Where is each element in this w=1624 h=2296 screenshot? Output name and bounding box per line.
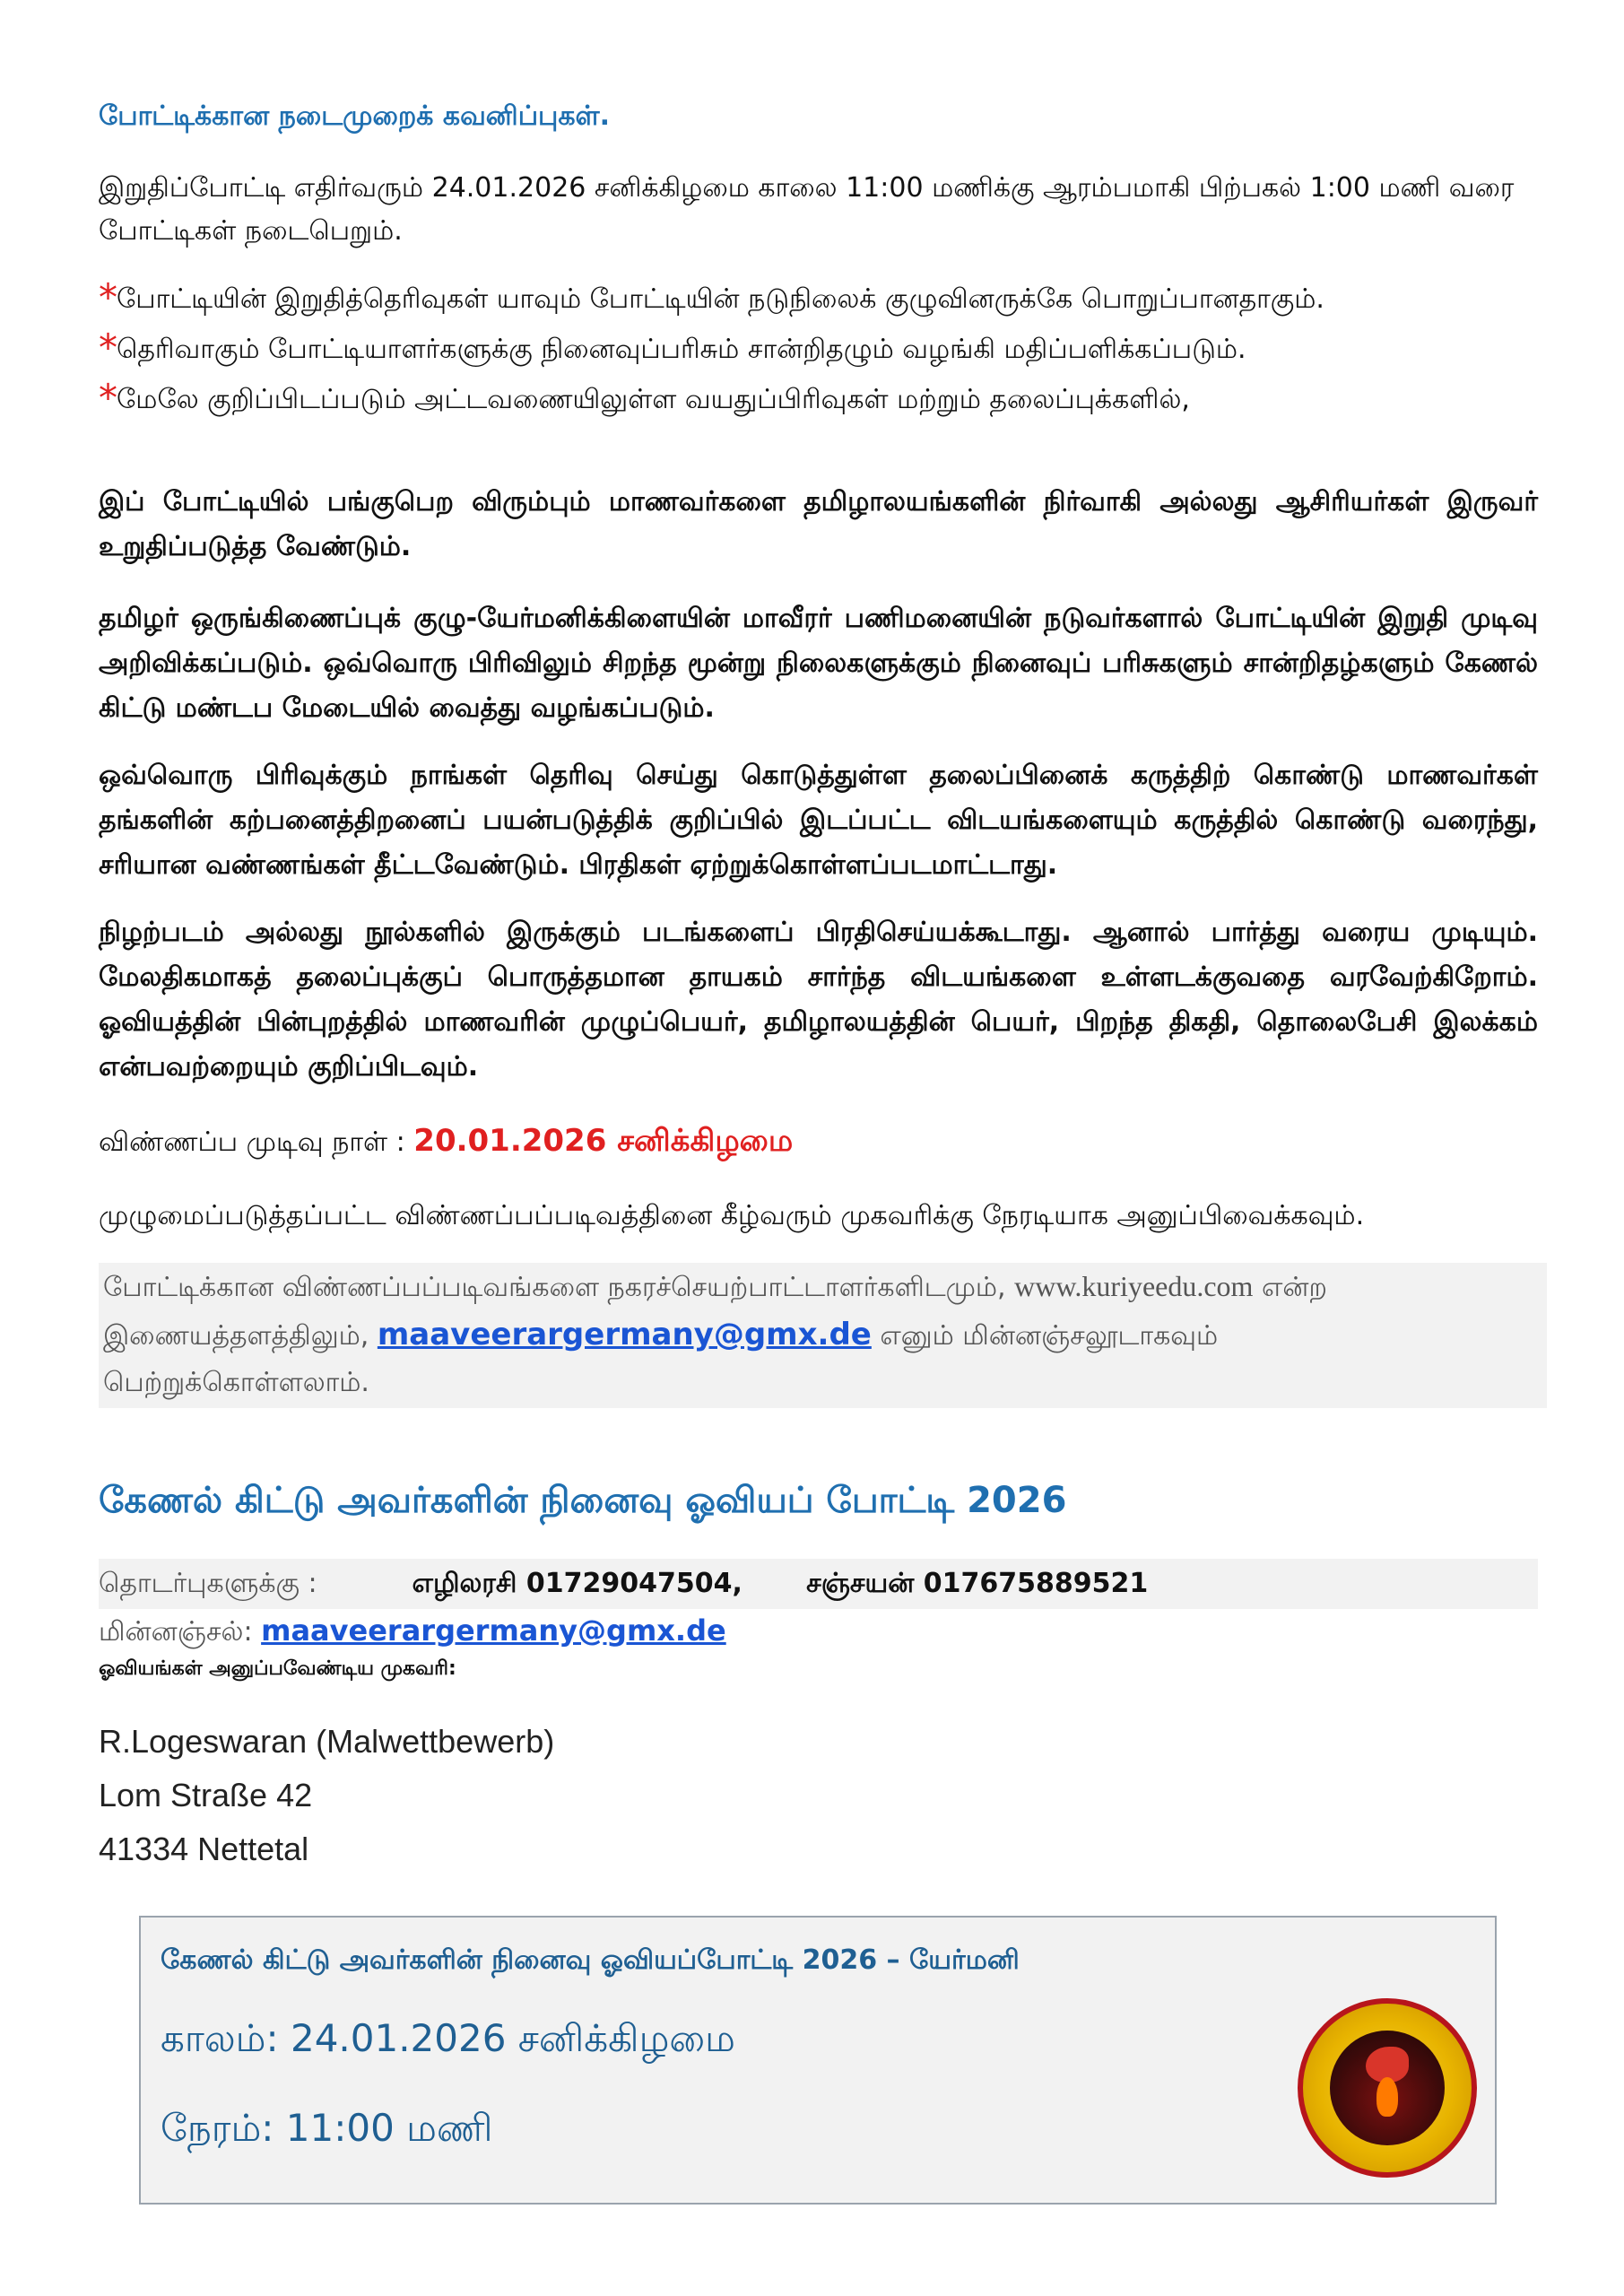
submit-note: முழுமைப்படுத்தப்பட்ட விண்ணப்பப்படிவத்தினை கீழ்வரும் முகவரிக்கு நேரடியாக அனுப்பிவைக்கவும். <box>99 1200 1365 1231</box>
deadline-line <box>99 1119 1538 1164</box>
maaveerar-panimanai-logo-icon <box>1298 1998 1477 2178</box>
contacts-email-row <box>99 1611 1538 1652</box>
paragraph-judging: தமிழர் ஒருங்கிணைப்புக் குழு-யேர்மனிக்கிளையின் மாவீரர் பணிமனையின் நடுவர்களால் போட்டியின் இறுதி முடிவு அறிவிக்கப்படும். ஒவ்வொரு பிரிவிலும் சிறந்த மூன்று நிலைகளுக்கும் நினைவுப் பரிசுகளும் சான்றிதழ்களும் கேணல் கிட்டு மண்டப மேடையில் வைத்து வழங்கப்படும். <box>99 603 1538 724</box>
address-line-1: R.Logeswaran (Malwettbewerb) <box>99 1723 555 1760</box>
forms-info-box: போட்டிக்கான விண்ணப்பப்படிவங்களை நகரச்செயற்பாட்டாளர்களிடமும், www.kuriyeedu.com என்ற இணையத்தளத்திலும், maaveerargermany@gmx.de எனும் மின்னஞ்சலூடாகவும் பெற்றுக்கொள்ளலாம். <box>99 1263 1547 1408</box>
event-title: கேணல் கிட்டு அவர்களின் நினைவு ஓவியப்போட்டி 2026 – யேர்மனி <box>161 1944 1020 1976</box>
event-summary-box <box>139 1916 1497 2205</box>
paragraph-confirmation: இப் போட்டியில் பங்குபெற விரும்பும் மாணவர்களை தமிழாலயங்களின் நிர்வாகி அல்லது ஆசிரியர்கள் இருவர் உறுதிப்படுத்த வேண்டும். <box>99 486 1538 562</box>
website-link[interactable]: www.kuriyeedu.com <box>1014 1270 1254 1302</box>
list-item: * தெரிவாகும் போட்டியாளர்களுக்கு நினைவுப்பரிசும் சான்றிதழும் வழங்கி மதிப்பளிக்கப்படும். <box>99 326 1246 370</box>
contact-person-2: சஞ்சயன் 017675889521 <box>806 1568 1149 1599</box>
list-item: * போட்டியின் இறுதித்தெரிவுகள் யாவும் போட்டியின் நடுநிலைக் குழுவினருக்கே பொறுப்பானதாகும். <box>99 275 1324 319</box>
address-line-3: 41334 Nettetal <box>99 1831 309 1867</box>
asterisk-icon: * <box>99 326 117 370</box>
rules-bullet-list <box>99 275 1538 422</box>
email-label: மின்னஞ்சல்: <box>99 1616 253 1648</box>
deadline-label: விண்ணப்ப முடிவு நாள் : <box>99 1126 405 1158</box>
asterisk-icon: * <box>99 376 117 420</box>
intro-paragraph: இறுதிப்போட்டி எதிர்வரும் 24.01.2026 சனிக்கிழமை காலை 11:00 மணிக்கு ஆரம்பமாகி பிற்பகல் 1:00 மணி வரை போட்டிகள் நடைபெறும். <box>99 172 1515 247</box>
list-item: * மேலே குறிப்பிடப்படும் அட்டவணையிலுள்ள வயதுப்பிரிவுகள் மற்றும் தலைப்புக்களில், <box>99 376 1190 420</box>
event-time: நேரம்: 11:00 மணி <box>161 2106 493 2150</box>
contacts-label: தொடர்புகளுக்கு : <box>99 1568 317 1599</box>
postal-address <box>99 1715 1538 1876</box>
contact-email-link[interactable]: maaveerargermany@gmx.de <box>261 1613 726 1648</box>
rules-title: போட்டிக்கான நடைமுறைக் கவனிப்புகள். <box>99 100 610 132</box>
address-heading: ஓவியங்கள் அனுப்பவேண்டிய முகவரி: <box>99 1657 456 1680</box>
event-date: காலம்: 24.01.2026 சனிக்கிழமை <box>161 2016 735 2060</box>
asterisk-icon: * <box>99 275 117 319</box>
deadline-value: 20.01.2026 சனிக்கிழமை <box>413 1123 794 1159</box>
paragraph-drawing-rules: ஒவ்வொரு பிரிவுக்கும் நாங்கள் தெரிவு செய்து கொடுத்துள்ள தலைப்பினைக் கருத்திற் கொண்டு மாணவர்கள் தங்களின் கற்பனைத்திறனைப் பயன்படுத்திக் குறிப்பில் இடப்பட்ட விடயங்களையும் கருத்தில் கொண்டு வரைந்து, சரியான வண்ணங்கள் தீட்டவேண்டும். பிரதிகள் ஏற்றுக்கொள்ளப்படமாட்டாது. <box>99 760 1538 881</box>
contact-person-1: எழிலரசி 01729047504, <box>412 1568 743 1599</box>
paragraph-copy-rules: நிழற்படம் அல்லது நூல்களில் இருக்கும் படங்களைப் பிரதிசெய்யக்கூடாது. ஆனால் பார்த்து வரைய முடியும். மேலதிகமாகத் தலைப்புக்குப் பொருத்தமான தாயகம் சார்ந்த விடயங்களை உள்ளடக்குவதை வரவேற்கிறோம். ஓவியத்தின் பின்புறத்தில் மாணவரின் முழுப்பெயர், தமிழாலயத்தின் பெயர், பிறந்த திகதி, தொலைபேசி இலக்கம் என்பவற்றையும் குறிப்பிடவும். <box>99 917 1538 1083</box>
address-line-2: Lom Straße 42 <box>99 1777 313 1813</box>
contacts-row <box>99 1559 1538 1609</box>
section-title: கேணல் கிட்டு அவர்களின் நினைவு ஓவியப் போட்டி 2026 <box>99 1480 1067 1521</box>
email-link[interactable]: maaveerargermany@gmx.de <box>377 1317 872 1352</box>
